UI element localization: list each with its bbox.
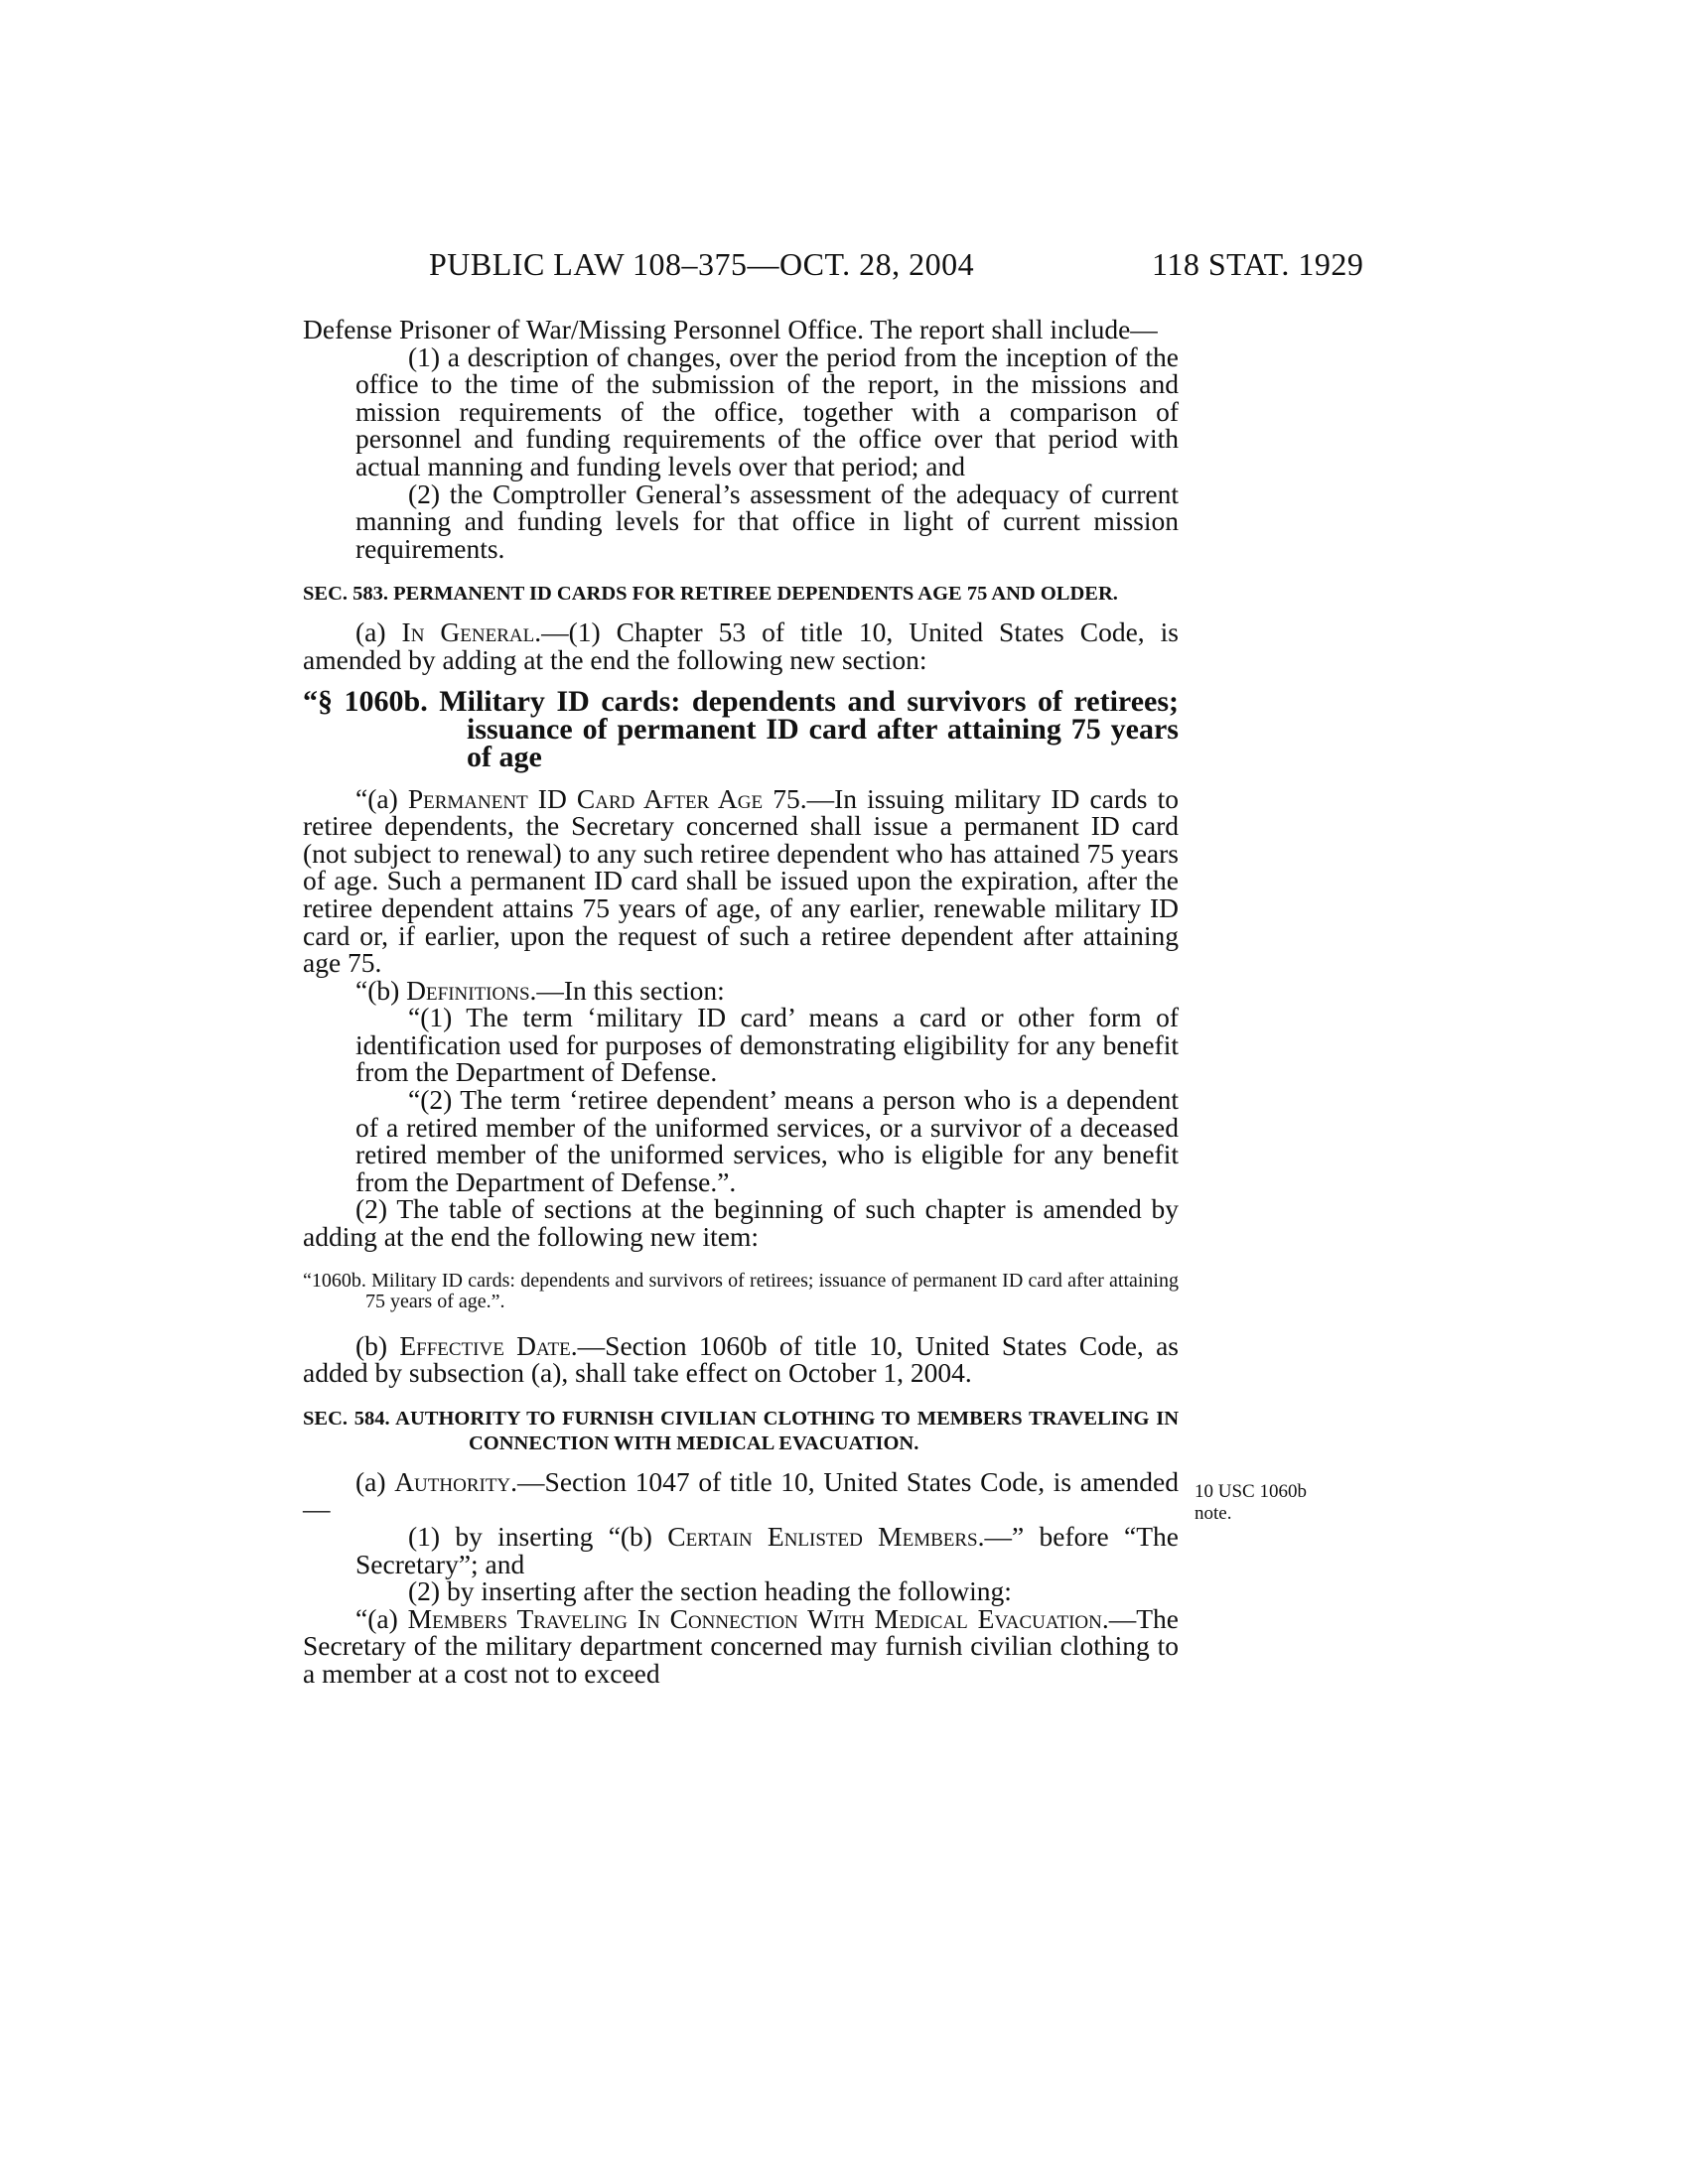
report-item-2: (2) the Comptroller General’s assessment of the adequacy of current manning and funding levels for that office in light of current mission requirements. (355, 478, 1179, 564)
sec-583-subsection-b (303, 1329, 1179, 1389)
sec-584-heading: SEC. 584. AUTHORITY TO FURNISH CIVILIAN CLOTHING TO MEMBERS TRAVELING IN CONNECTION WITH MEDICAL EVACUATION. (303, 1407, 1179, 1454)
new-section-1060b-heading: “§ 1060b. Military ID cards: dependents and survivors of retirees; issuance of permanent ID card after attaining 75 years of age (303, 684, 1179, 773)
label: “(b) (355, 974, 407, 1006)
label: (a) (355, 616, 402, 648)
margin-note (1195, 1481, 1353, 1525)
text: .—” before “The Secretary”; and (355, 1521, 1179, 1579)
sec-584-subsection-a (303, 1465, 1179, 1525)
sec-583-heading: SEC. 583. PERMANENT ID CARDS FOR RETIREE DEPENDENTS AGE 75 AND OLDER. (303, 583, 1118, 606)
running-header-stat: 118 STAT. 1929 (1152, 246, 1364, 282)
text: .—Section 1047 of title 10, United States Code, is amended— (303, 1465, 1179, 1525)
report-item-1: (1) a description of changes, over the period from the inception of the office to the time of the submission of the report, in the missions and mission requirements of the office, together with a comparison of personnel and funding requirements of the office over that period with actual manning and funding levels over that period; and (355, 341, 1179, 481)
new-section-subsection-b (303, 974, 1179, 1006)
table-of-sections-item: “1060b. Military ID cards: dependents and survivors of retirees; issuance of permanent ID card after attaining 75 years of age.”. (303, 1269, 1179, 1312)
main-text-column (303, 316, 1179, 1688)
new-section-subsection-a (303, 782, 1179, 979)
sec-584-quoted-subsection-a (303, 1602, 1179, 1689)
caption: Authority (394, 1465, 511, 1497)
caption: Certain Enlisted Members (667, 1521, 978, 1552)
text: (1) by inserting “(b) (408, 1521, 668, 1552)
caption: Permanent ID Card After Age 75 (407, 782, 800, 814)
label: (b) (355, 1329, 400, 1361)
running-header-law: PUBLIC LAW 108–375—OCT. 28, 2004 (429, 246, 975, 282)
label: “(a) (355, 1602, 408, 1634)
intro-paragraph: Defense Prisoner of War/Missing Personnel Office. The report shall include— (303, 314, 1158, 344)
caption: In General (401, 616, 535, 648)
definition-1: “(1) The term ‘military ID card’ means a card or other form of identification used for purposes of demonstrating eligibility for any benefit from the Department of Defense. (355, 1002, 1179, 1088)
caption: Effective Date (399, 1329, 571, 1361)
margin-note-suffix: note. (1195, 1503, 1232, 1524)
text: .—Section 1060b of title 10, United States Code, as added by subsection (a), shall take effect on October 1, 2004. (303, 1329, 1179, 1389)
label: (a) (355, 1465, 395, 1497)
text: .—The Secretary of the military department concerned may furnish civilian clothing to a member at a cost not to exceed (303, 1602, 1179, 1689)
sec-584-item-2: (2) by inserting after the section heading the following: (408, 1575, 1012, 1607)
margin-note-citation: 10 USC 1060b (1195, 1481, 1307, 1502)
sec-583-subsection-a (303, 618, 1179, 673)
text: .—In issuing military ID cards to retiree dependents, the Secretary concerned shall issue a permanent ID card (not subject to renewal) to any such retiree dependent who has attained 75 years of age. Such a permanent ID card shall be issued upon the expiration, after the retiree dependent attains 75 years of age, of any earlier, renewable military ID card or, if earlier, upon the request of such a retiree dependent after attaining age 75. (303, 782, 1179, 979)
sec-583-paragraph-a2: (2) The table of sections at the beginning of such chapter is amended by adding at the end the following new item: (303, 1193, 1179, 1253)
definition-2: “(2) The term ‘retiree dependent’ means a person who is a dependent of a retired member of the uniformed services, or a survivor of a deceased retired member of the uniformed services, who is eligible for any benefit from the Department of Defense.”. (355, 1084, 1179, 1197)
caption: Definitions (406, 974, 530, 1006)
caption: Members Traveling In Connection With Medical Evacuation (407, 1602, 1102, 1634)
sec-584-item-1 (303, 1523, 1179, 1577)
text: .—(1) Chapter 53 of title 10, United States Code, is amended by adding at the end the following new section: (303, 616, 1180, 675)
text: .—In this section: (529, 974, 725, 1006)
label: “(a) (355, 782, 408, 814)
